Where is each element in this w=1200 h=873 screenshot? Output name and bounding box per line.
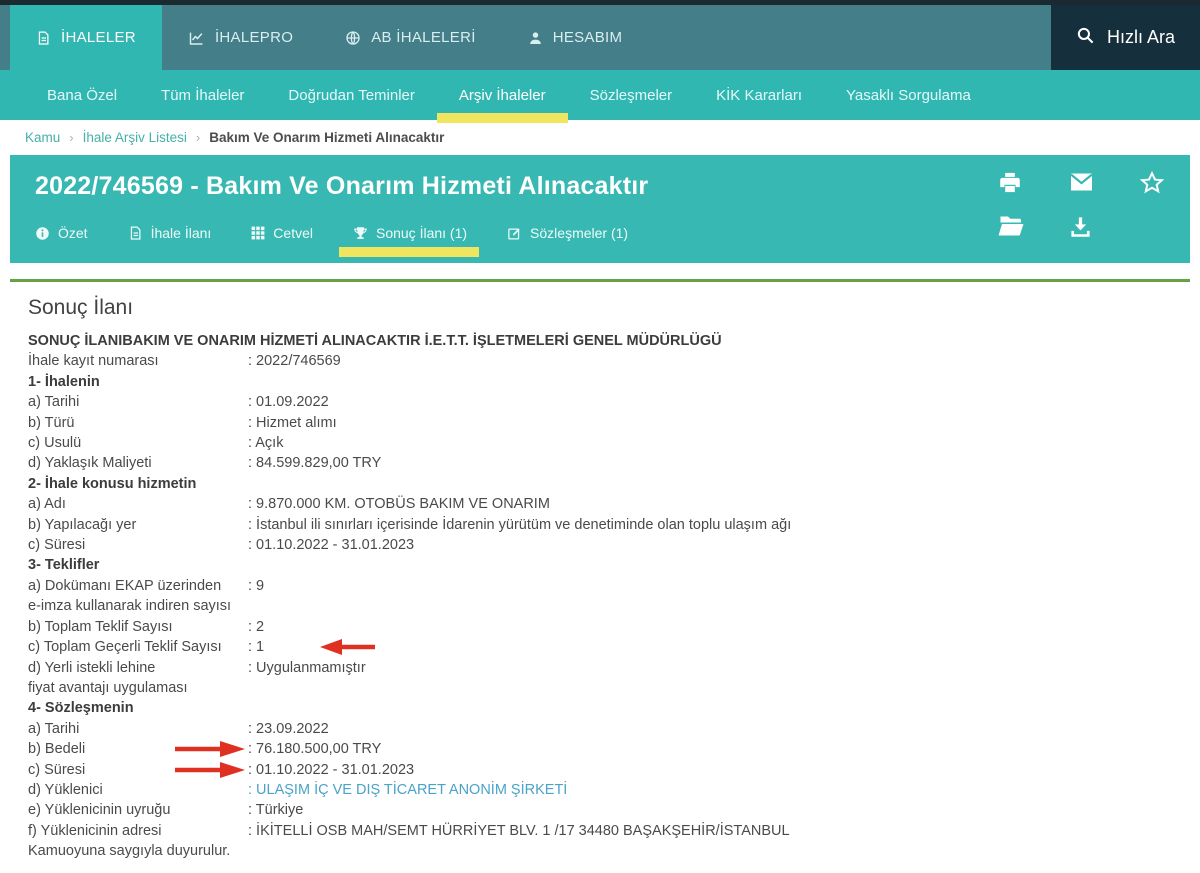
detail-label: a) Tarihi	[28, 394, 80, 411]
detail-row	[28, 658, 1170, 678]
detail-label: a) Dokümanı EKAP üzerinden	[28, 577, 222, 594]
subnav-item[interactable]: Yasaklı Sorgulama	[846, 86, 971, 104]
detail-label: Kamuoyuna saygıyla duyurulur.	[28, 843, 231, 860]
tender-tab[interactable]	[353, 218, 467, 248]
detail-label: d) Yaklaşık Maliyeti	[28, 455, 152, 472]
detail-label: c) Usulü	[28, 435, 82, 452]
detail-value: : 2	[248, 618, 265, 635]
detail-label: 2- İhale konusu hizmetin	[28, 475, 197, 492]
detail-row	[28, 760, 1170, 780]
detail-label: İhale kayıt numarası	[28, 353, 159, 370]
subnav-item[interactable]: Bana Özel	[47, 86, 118, 104]
top-nav-tabs	[10, 5, 648, 70]
detail-label: c) Süresi	[28, 761, 86, 778]
breadcrumb	[0, 120, 1200, 155]
tender-header-card	[10, 155, 1190, 263]
detail-row	[28, 515, 1170, 535]
detail-label: b) Toplam Teklif Sayısı	[28, 618, 173, 635]
detail-label: c) Toplam Geçerli Teklif Sayısı	[28, 639, 222, 656]
quick-search-label: Hızlı Ara	[1106, 27, 1175, 47]
detail-row	[28, 739, 1170, 759]
detail-row	[28, 453, 1170, 473]
top-tab[interactable]	[10, 5, 162, 70]
download-button[interactable]	[1069, 215, 1093, 239]
detail-label: c) Süresi	[28, 537, 86, 554]
detail-row	[28, 678, 1170, 698]
detail-row	[28, 392, 1170, 412]
subnav-item[interactable]: Sözleşmeler	[589, 86, 673, 104]
top-tab-label: AB İHALELERİ	[371, 29, 476, 46]
detail-row	[28, 351, 1170, 371]
detail-row	[28, 637, 1170, 657]
detail-row	[28, 576, 1170, 596]
detail-label: f) Yüklenicinin adresi	[28, 822, 162, 839]
info-icon	[35, 226, 50, 241]
detail-value: : 2022/746569	[248, 353, 341, 370]
detail-value: : İKİTELLİ OSB MAH/SEMT HÜRRİYET BLV. 1 /17 34480 BAŞAKŞEHİR/İSTANBUL	[248, 822, 790, 839]
detail-row	[28, 698, 1170, 718]
detail-value: : 01.10.2022 - 31.01.2023	[248, 761, 415, 778]
red-arrow-icon	[320, 638, 375, 656]
detail-row	[28, 474, 1170, 494]
trophy-icon	[353, 226, 368, 241]
tender-action-icons	[998, 171, 1164, 239]
detail-label: b) Yapılacağı yer	[28, 516, 137, 533]
tender-tab-label: Cetvel	[273, 225, 313, 241]
detail-label: a) Tarihi	[28, 720, 80, 737]
tender-tab-label: Özet	[58, 225, 88, 241]
globe-icon	[345, 30, 361, 46]
detail-row	[28, 372, 1170, 392]
tender-tabs	[35, 218, 1165, 248]
detail-row	[28, 596, 1170, 616]
tender-tab-label: İhale İlanı	[150, 225, 212, 241]
tender-tab-label: Sözleşmeler (1)	[530, 225, 629, 241]
mail-button[interactable]	[1069, 171, 1093, 195]
detail-row	[28, 555, 1170, 575]
edit-icon	[507, 226, 522, 241]
subnav-item[interactable]: Doğrudan Teminler	[288, 86, 415, 104]
detail-label: e-imza kullanarak indiren sayısı	[28, 598, 232, 615]
contractor-link[interactable]: : ULAŞIM İÇ VE DIŞ TİCARET ANONİM ŞİRKETİ	[248, 781, 568, 798]
detail-value: : 23.09.2022	[248, 720, 329, 737]
detail-value: : Hizmet alımı	[248, 414, 337, 431]
sub-navbar	[0, 70, 1200, 120]
detail-label: 3- Teklifler	[28, 557, 100, 574]
chart-icon	[188, 30, 205, 46]
tender-tab[interactable]	[35, 218, 88, 248]
breadcrumb-separator: ›	[195, 130, 201, 145]
top-tab[interactable]	[319, 5, 501, 70]
folder-open-icon	[998, 215, 1024, 239]
red-arrow-icon	[175, 740, 245, 758]
detail-list	[28, 331, 1170, 862]
top-tab-label: HESABIM	[552, 29, 623, 46]
breadcrumb-item[interactable]: Kamu	[25, 130, 61, 145]
search-icon	[1076, 26, 1095, 50]
print-button[interactable]	[998, 171, 1022, 195]
detail-row	[28, 535, 1170, 555]
detail-value: : 01.09.2022	[248, 394, 329, 411]
document-icon	[128, 225, 143, 241]
detail-value: : 84.599.829,00 TRY	[248, 455, 382, 472]
detail-label: 1- İhalenin	[28, 373, 100, 390]
detail-label: b) Bedeli	[28, 741, 86, 758]
tender-tab[interactable]	[251, 218, 313, 248]
user-icon	[528, 30, 543, 46]
detail-value: : Açık	[248, 435, 284, 452]
top-tab[interactable]	[162, 5, 319, 70]
star-button[interactable]	[1140, 171, 1164, 195]
detail-label: d) Yüklenici	[28, 781, 103, 798]
detail-value: : 9.870.000 KM. OTOBÜS BAKIM VE ONARIM	[248, 496, 550, 513]
breadcrumb-separator: ›	[69, 130, 74, 145]
top-tab-label: İHALEPRO	[214, 29, 294, 46]
subnav-item[interactable]: KİK Kararları	[716, 86, 802, 104]
top-tab-label: İHALELER	[61, 29, 136, 46]
detail-value: : 9	[248, 577, 265, 594]
quick-search-button[interactable]	[1051, 5, 1200, 70]
detail-value: : 1	[248, 639, 265, 656]
detail-value: : Uygulanmamıştır	[248, 659, 366, 676]
star-icon	[1140, 171, 1164, 195]
main-navbar	[0, 5, 1200, 70]
detail-row	[28, 821, 1170, 841]
grid-icon	[251, 226, 265, 240]
detail-label: 4- Sözleşmenin	[28, 700, 134, 717]
detail-row	[28, 780, 1170, 800]
detail-row	[28, 841, 1170, 861]
detail-value: : Türkiye	[248, 802, 304, 819]
detail-row	[28, 433, 1170, 453]
result-notice-section	[0, 282, 1200, 862]
subnav-item[interactable]: Tüm İhaleler	[161, 86, 245, 104]
detail-label: fiyat avantajı uygulaması	[28, 679, 188, 696]
mail-icon	[1069, 171, 1094, 195]
detail-label: e) Yüklenicinin uyruğu	[28, 802, 171, 819]
tender-tab-label: Sonuç İlanı (1)	[375, 225, 468, 241]
detail-row	[28, 617, 1170, 637]
detail-label: b) Türü	[28, 414, 75, 431]
tender-tab[interactable]	[507, 218, 628, 248]
subnav-item[interactable]: Arşiv İhaleler	[437, 70, 568, 120]
red-arrow-icon	[175, 761, 245, 779]
detail-value: : 76.180.500,00 TRY	[248, 741, 382, 758]
page-title: Sonuç İlanı	[28, 296, 134, 319]
document-icon	[36, 30, 51, 46]
print-icon	[998, 171, 1022, 195]
detail-row	[28, 494, 1170, 514]
breadcrumb-item[interactable]: İhale Arşiv Listesi	[82, 130, 187, 145]
detail-row: SONUÇ İLANIBAKIM VE ONARIM HİZMETİ ALINACAKTIR İ.E.T.T. İŞLETMELERİ GENEL MÜDÜRLÜGÜ	[28, 333, 722, 349]
tender-title: 2022/746569 - Bakım Ve Onarım Hizmeti Alınacaktır	[35, 172, 649, 200]
detail-value: : 01.10.2022 - 31.01.2023	[248, 537, 415, 554]
download-icon	[1069, 215, 1092, 239]
detail-row	[28, 719, 1170, 739]
breadcrumb-item: Bakım Ve Onarım Hizmeti Alınacaktır	[209, 130, 445, 145]
detail-value: : İstanbul ili sınırları içerisinde İdarenin yürütüm ve denetiminde olan toplu ulaşım ağı	[248, 516, 792, 533]
tender-tab[interactable]	[128, 218, 212, 248]
detail-row	[28, 413, 1170, 433]
detail-row	[28, 800, 1170, 820]
detail-label: a) Adı	[28, 496, 66, 513]
detail-label: d) Yerli istekli lehine	[28, 659, 156, 676]
top-tab[interactable]	[502, 5, 649, 70]
folder-open-button[interactable]	[998, 215, 1022, 239]
